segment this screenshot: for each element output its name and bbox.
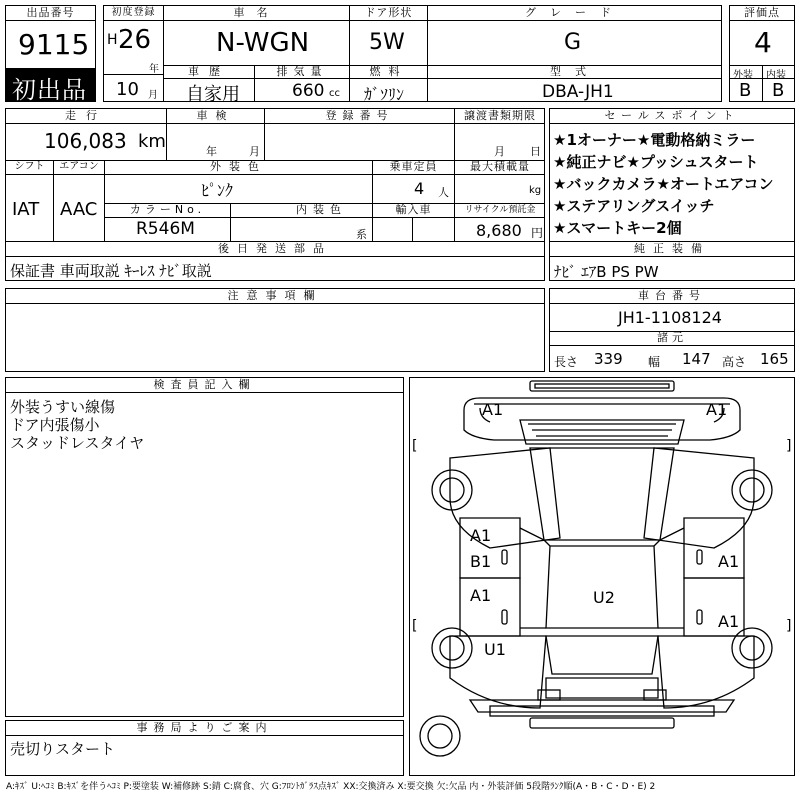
transfer-deadline-label: 譲渡書類期限	[464, 109, 536, 122]
damage-diagram	[409, 377, 795, 776]
vehicle-detail-block	[5, 108, 545, 242]
model-label: 型式	[550, 65, 600, 78]
inspector-line: 外装うすい線傷	[10, 398, 116, 416]
color-number-label: カラーNo.	[129, 203, 206, 216]
chassis-number: JH1-1108124	[618, 308, 722, 327]
chassis-label: 車台番号	[550, 289, 794, 304]
exterior-color-label: 外装色	[210, 160, 267, 173]
exterior-color: ﾋﾟﾝｸ	[201, 181, 234, 200]
height-label: 高さ	[722, 355, 747, 369]
lot-number-box	[5, 5, 96, 69]
options-text: ﾅﾋﾞ ｴｱB PS PW	[554, 263, 659, 281]
ac: AAC	[60, 199, 98, 220]
bracket-right: ]	[786, 438, 792, 454]
inspection-year-unit: 年	[206, 145, 217, 158]
recycle-unit: 円	[531, 226, 544, 240]
score-label: 評価点	[730, 6, 794, 21]
fuel-label: 燃料	[369, 65, 408, 78]
mileage: 106,083	[44, 129, 127, 153]
bracket-left: [	[412, 618, 418, 634]
import-label: 輸入車	[395, 203, 432, 216]
sales-point-line: ★ステアリングスイッチ	[553, 197, 715, 215]
notes-box	[5, 288, 545, 372]
transfer-day-unit: 日	[530, 145, 541, 158]
sales-points-box	[549, 108, 795, 242]
lot-number: 9115	[18, 28, 90, 61]
sales-point-line: ★純正ナビ★プッシュスタート	[553, 153, 759, 171]
damage-mark: A1	[470, 586, 492, 605]
car-name-label: 車名	[233, 6, 280, 19]
shift-label: シフト	[14, 161, 45, 172]
capacity-label: 乗車定員	[389, 160, 438, 173]
office-box	[5, 720, 404, 776]
first-entry-badge	[5, 68, 96, 102]
door: 5W	[369, 30, 405, 55]
car-outline-diagram	[410, 378, 794, 775]
displacement-unit: cc	[329, 88, 340, 99]
first-entry-text: 初出品	[12, 76, 87, 104]
first-registration-label: 初度登録	[104, 6, 163, 21]
later-parts-box	[5, 241, 545, 281]
bracket-left: [	[412, 438, 418, 454]
sales-point-line: ★スマートキー2個	[553, 219, 682, 237]
max-load-unit: kg	[529, 185, 542, 196]
damage-mark: A1	[706, 400, 728, 419]
bracket-right: ]	[786, 618, 792, 634]
sales-point-line: ★バックカメラ★オートエアコン	[553, 175, 774, 193]
length: 339	[594, 350, 623, 368]
era: H	[107, 32, 118, 48]
first-registration-box	[103, 5, 164, 102]
score-box	[729, 5, 795, 102]
sales-point-line: ★1オーナー★電動格納ミラー	[553, 131, 756, 149]
history: 自家用	[186, 84, 240, 105]
notes-label: 注意事項欄	[6, 289, 544, 304]
registration-number-label: 登録番号	[325, 109, 394, 122]
transfer-month-unit: 月	[494, 145, 505, 158]
year-unit: 年	[149, 64, 159, 75]
grade: G	[564, 30, 582, 55]
damage-mark: B1	[470, 552, 492, 571]
chassis-box	[549, 288, 795, 372]
door-label: ドア形状	[364, 6, 413, 19]
inspector-line: スタッドレスタイヤ	[10, 434, 145, 452]
interior-color-unit: 系	[356, 228, 367, 241]
height: 165	[760, 350, 789, 368]
history-label: 車歴	[188, 65, 230, 78]
damage-mark: U2	[593, 588, 615, 607]
capacity-unit: 人	[438, 186, 449, 199]
spec-block	[163, 5, 722, 105]
options-box	[549, 241, 795, 281]
damage-mark: U1	[484, 640, 506, 659]
exterior-grade-label: 外装	[733, 70, 753, 81]
office-label: 事務局よりご案内	[6, 721, 403, 736]
options-label: 純正装備	[550, 242, 794, 257]
damage-legend: A:ｷｽﾞ U:ﾍｺﾐ B:ｷｽﾞを伴うﾍｺﾐ P:要塗装 W:補修跡 S:錆 C:腐食、穴 G:ﾌﾛﾝﾄｶﾞﾗｽ点ｷｽﾞ XX:交換済み X:要交換 欠:欠品 内・外装評価 5段階ﾗﾝｸ順(A・B・C・D・E) 2	[6, 782, 656, 792]
model: DBA-JH1	[542, 82, 614, 102]
dims-label: 諸元	[550, 331, 794, 346]
car-name: N-WGN	[216, 28, 310, 58]
displacement-label: 排気量	[276, 65, 328, 78]
interior-grade-label: 内装	[766, 70, 786, 81]
damage-mark: A1	[482, 400, 504, 419]
damage-mark: A1	[718, 552, 740, 571]
displacement: 660	[292, 81, 325, 101]
fuel: ｶﾞｿﾘﾝ	[364, 85, 405, 104]
inspector-line: ドア内張傷小	[10, 416, 100, 434]
later-parts-text: 保証書 車両取説 ｷｰﾚｽ ﾅﾋﾞ取説	[10, 262, 212, 280]
ac-label: エアコン	[59, 161, 99, 172]
damage-mark: A1	[718, 612, 740, 631]
office-text: 売切りスタート	[10, 740, 116, 758]
inspection-label: 車検	[196, 109, 235, 122]
month-unit: 月	[148, 90, 158, 101]
exterior-grade: B	[739, 80, 752, 101]
shift: IAT	[12, 199, 40, 220]
inspection-month-unit: 月	[249, 145, 260, 158]
interior-color-label: 内装色	[296, 203, 347, 216]
max-load-label: 最大積載量	[470, 160, 530, 173]
capacity: 4	[414, 179, 425, 198]
width: 147	[682, 350, 711, 368]
sales-points-label: セールスポイント	[550, 109, 794, 124]
recycle-fee: 8,680	[476, 221, 522, 240]
mileage-label: 走行	[65, 109, 107, 122]
length-label: 長さ	[554, 355, 579, 369]
score: 4	[754, 26, 772, 59]
mileage-unit: km	[138, 131, 166, 152]
month: 10	[116, 79, 139, 100]
interior-grade: B	[772, 80, 785, 101]
inspector-label: 検査員記入欄	[6, 378, 403, 393]
width-label: 幅	[648, 355, 661, 369]
later-parts-label: 後日発送部品	[6, 242, 544, 257]
year: 26	[118, 25, 152, 55]
lot-number-label: 出品番号	[6, 6, 95, 21]
color-number: R546M	[136, 219, 195, 239]
grade-label: グレード	[525, 6, 625, 19]
damage-mark: A1	[470, 526, 492, 545]
inspector-box	[5, 377, 404, 717]
recycle-label: リサイクル預託金	[464, 205, 536, 215]
